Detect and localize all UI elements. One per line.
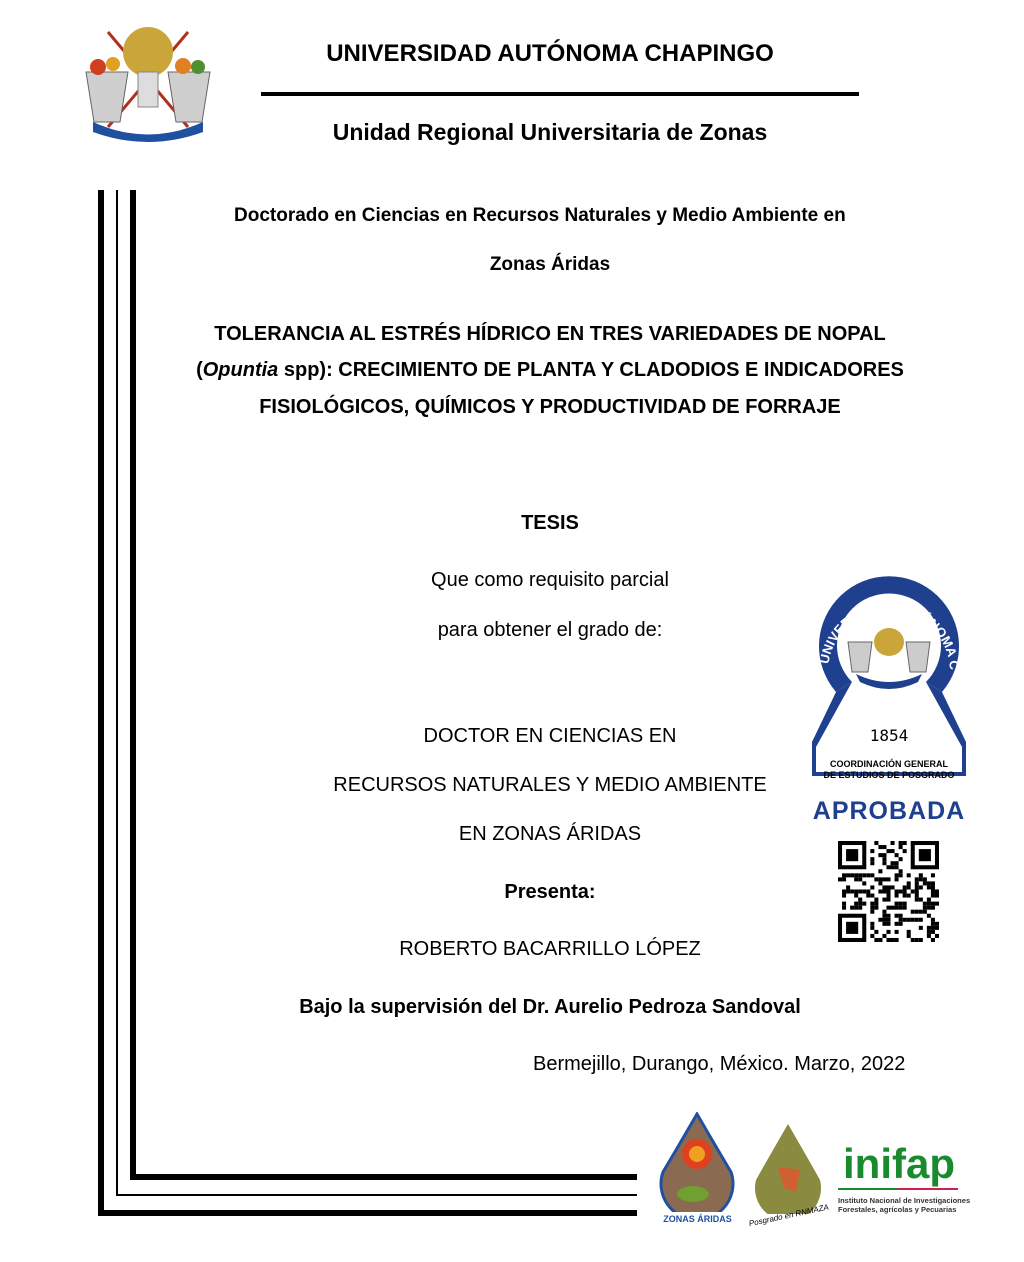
inifap-sub1: Instituto Nacional de Investigaciones xyxy=(838,1196,971,1205)
supervisor-line: Bajo la supervisión del Dr. Aurelio Pedroza Sandoval xyxy=(299,996,801,1018)
title-rest: spp): CRECIMIENTO DE PLANTA Y CLADODIOS E INDICADORES xyxy=(278,359,904,381)
header-rule xyxy=(261,92,859,96)
border-inner-horizontal xyxy=(130,1174,637,1180)
zonas-aridas-text: ZONAS ÁRIDAS xyxy=(663,1214,732,1224)
presenta-label: Presenta: xyxy=(504,881,596,903)
posgrado-logo xyxy=(748,1122,828,1232)
border-outer-horizontal xyxy=(98,1210,637,1216)
university-name: UNIVERSIDAD AUTÓNOMA CHAPINGO xyxy=(326,40,774,67)
seal-arc-text: UNIVERSIDAD AUTÓNOMA C xyxy=(816,598,963,671)
author-name: ROBERTO BACARRILLO LÓPEZ xyxy=(399,938,701,960)
degree-line2: RECURSOS NATURALES Y MEDIO AMBIENTE xyxy=(333,774,767,796)
thesis-title-line2 xyxy=(0,359,1024,382)
degree-line1: DOCTOR EN CIENCIAS EN xyxy=(423,725,677,747)
program-line2: Zonas Áridas xyxy=(489,254,611,275)
requirement-line2: para obtener el grado de: xyxy=(437,619,663,641)
qr-code[interactable] xyxy=(838,841,939,942)
seal-coordination-1: COORDINACIÓN GENERAL xyxy=(829,759,948,769)
seal-coordination-2: DE ESTUDIOS DE POSGRADO xyxy=(823,770,955,780)
inifap-logo xyxy=(838,1140,978,1218)
thesis-label: TESIS xyxy=(521,512,579,534)
zonas-aridas-logo xyxy=(655,1112,740,1234)
seal-status: APROBADA xyxy=(812,797,966,825)
seal-year: 1854 xyxy=(869,726,909,745)
requirement-line1: Que como requisito parcial xyxy=(431,569,669,591)
thesis-title-line1: TOLERANCIA AL ESTRÉS HÍDRICO EN TRES VARIEDADES DE NOPAL xyxy=(214,323,886,345)
posgrado-text: Posgrado en RNMAZA xyxy=(748,1202,830,1229)
border-middle-horizontal xyxy=(116,1194,637,1196)
thesis-title-line3: FISIOLÓGICOS, QUÍMICOS Y PRODUCTIVIDAD DE FORRAJE xyxy=(259,396,841,418)
program-line1: Doctorado en Ciencias en Recursos Naturales y Medio Ambiente en xyxy=(234,205,846,226)
inifap-wordmark: inifap xyxy=(843,1140,955,1187)
unit-name: Unidad Regional Universitaria de Zonas xyxy=(332,119,768,145)
inifap-sub2: Forestales, agrícolas y Pecuarias xyxy=(838,1205,957,1214)
title-genus: Opuntia xyxy=(202,359,279,381)
degree-line3: EN ZONAS ÁRIDAS xyxy=(458,823,642,845)
approval-seal xyxy=(806,572,972,832)
place-date: Bermejillo, Durango, México. Marzo, 2022 xyxy=(533,1053,906,1075)
title-paren: ( xyxy=(196,359,203,381)
